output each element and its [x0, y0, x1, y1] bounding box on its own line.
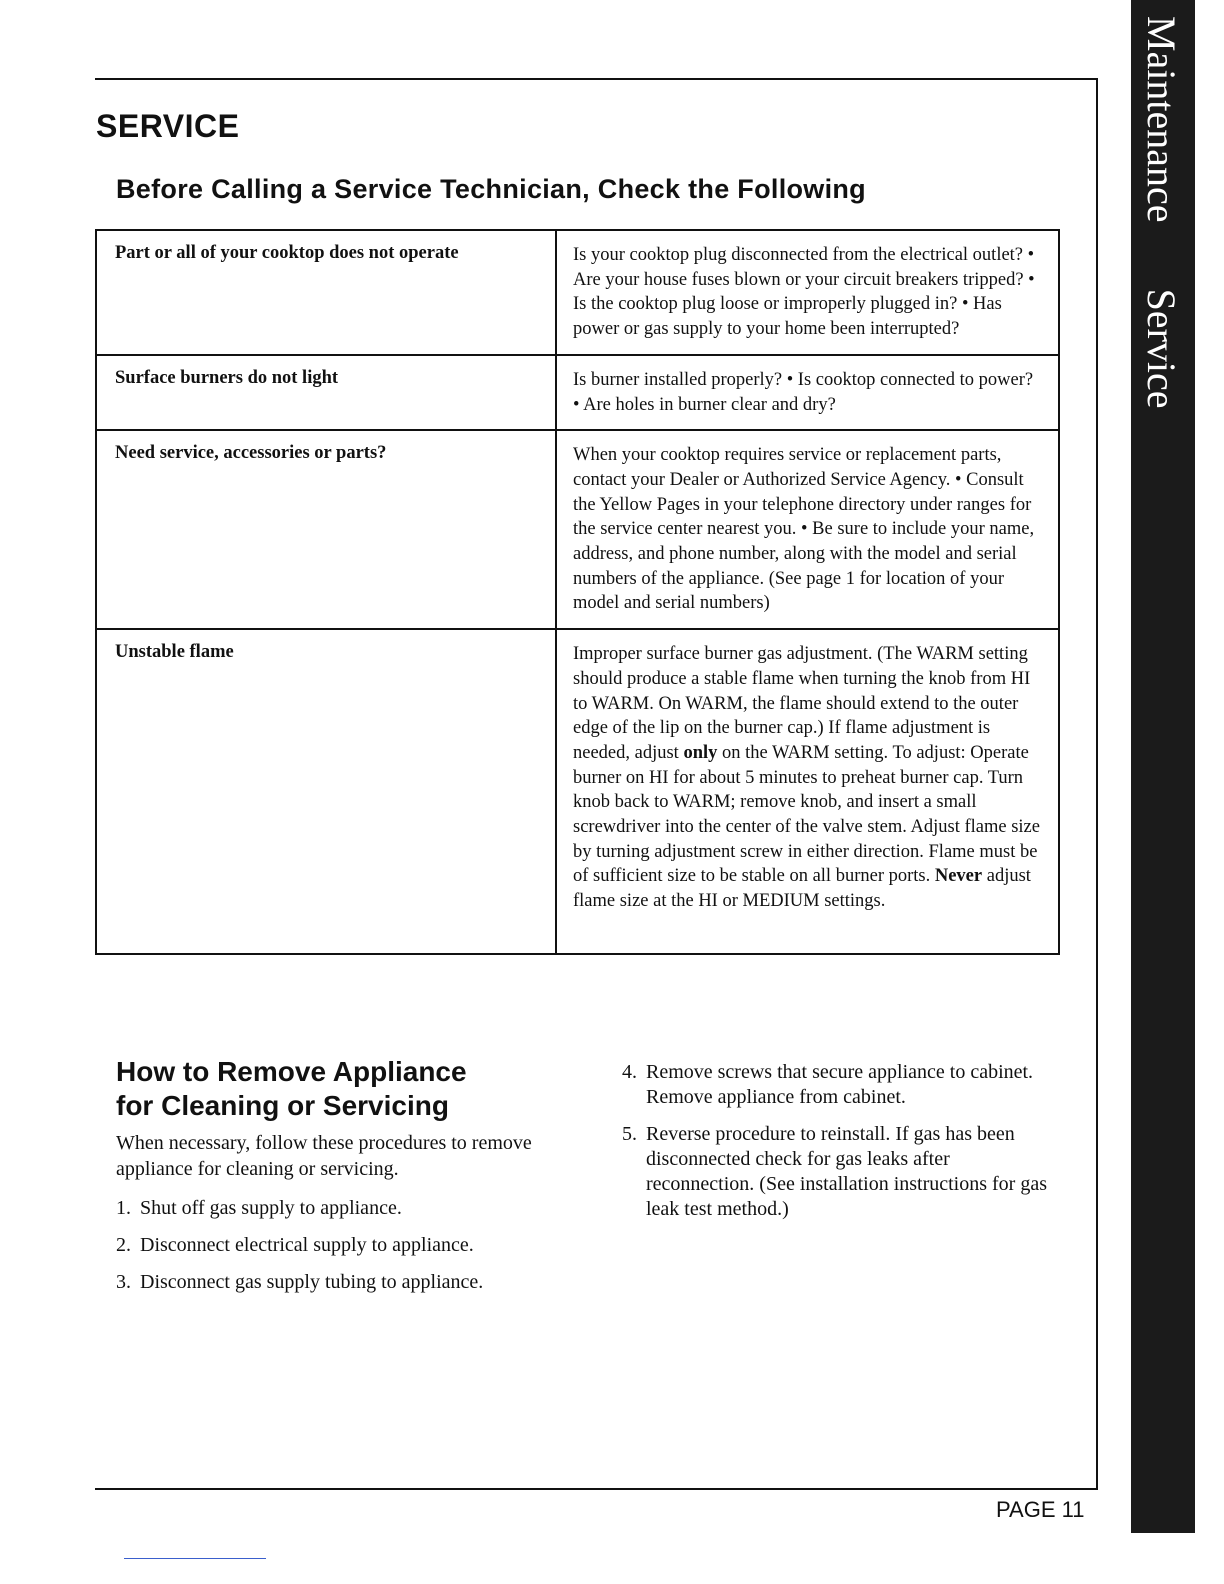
- list-item: [116, 1233, 556, 1258]
- solution-cell: [556, 629, 1059, 954]
- step-number: 1.: [116, 1197, 131, 1219]
- step-text: Disconnect gas supply tubing to appliance.: [140, 1271, 484, 1293]
- step-text: Shut off gas supply to appliance.: [140, 1197, 402, 1219]
- step-text: Reverse procedure to reinstall. If gas has been disconnected check for gas leaks after reconnection. (See installation instructions for gas leak test method.): [646, 1123, 1048, 1220]
- step-number: 4.: [622, 1061, 637, 1083]
- solution-cell: Is burner installed properly? • Is cooktop connected to power? • Are holes in burner clear and dry?: [556, 355, 1059, 430]
- list-item: [116, 1196, 556, 1221]
- page-number: PAGE 11: [996, 1497, 1085, 1522]
- step-text: Disconnect electrical supply to appliance.: [140, 1234, 474, 1256]
- step-number: 3.: [116, 1271, 131, 1293]
- section-side-tab: [1131, 0, 1195, 1533]
- side-tab-maintenance: Maintenance: [1139, 16, 1184, 223]
- heading-line: How to Remove Appliance: [116, 1056, 467, 1087]
- table-row: [96, 230, 1059, 355]
- remove-appliance-heading: [116, 1055, 467, 1123]
- step-number: 2.: [116, 1234, 131, 1256]
- solution-text: on the WARM setting. To adjust: Operate burner on HI for about 5 minutes to preheat burner cap. Turn knob back to WARM; remove knob, and insert a small screwdriver into the center of the valve stem. Adjust flame size by turning adjustment screw in either direction. Flame must be of sufficient size to be stable on all burner ports.: [573, 742, 1040, 887]
- underline-mark: [124, 1558, 266, 1559]
- emphasis-never: Never: [934, 866, 983, 887]
- list-item: [622, 1060, 1062, 1110]
- troubleshooting-table: [95, 229, 1060, 955]
- bottom-rule: [95, 1488, 1098, 1490]
- problem-cell: Unstable flame: [96, 629, 556, 954]
- problem-cell: Surface burners do not light: [96, 355, 556, 430]
- right-rule: [1096, 78, 1098, 1490]
- section-subtitle: Before Calling a Service Technician, Check the Following: [116, 174, 866, 204]
- remove-intro: When necessary, follow these procedures to remove appliance for cleaning or servicing.: [116, 1132, 532, 1180]
- problem-cell: Need service, accessories or parts?: [96, 430, 556, 629]
- step-number: 5.: [622, 1123, 637, 1145]
- heading-line: for Cleaning or Servicing: [116, 1090, 449, 1121]
- table-row: [96, 629, 1059, 954]
- solution-cell: When your cooktop requires service or replacement parts, contact your Dealer or Authorized Service Agency. • Consult the Yellow Pages in your telephone directory under ranges for the service center nearest you. • Be sure to include your name, address, and phone number, along with the model and serial numbers of the appliance. (See page 1 for location of your model and serial numbers): [556, 430, 1059, 629]
- side-tab-labels: [1138, 16, 1185, 475]
- list-item: [116, 1270, 556, 1295]
- emphasis-only: only: [683, 742, 718, 763]
- top-rule: [95, 78, 1098, 80]
- table-row: [96, 430, 1059, 629]
- solution-text: Improper surface burner gas adjustment. (The WARM setting should produce a stable flame when turning the knob from HI to WARM. On WARM, the flame should extend to the outer edge of the lip on the burner cap.) If flame adjustment is needed, adjust: [573, 644, 1031, 763]
- list-item: [622, 1122, 1062, 1222]
- side-tab-service: Service: [1139, 288, 1184, 409]
- page-title: SERVICE: [96, 108, 240, 144]
- problem-cell: Part or all of your cooktop does not operate: [96, 230, 556, 355]
- steps-list-left: [116, 1196, 556, 1307]
- solution-cell: Is your cooktop plug disconnected from the electrical outlet? • Are your house fuses blown or your circuit breakers tripped? • Is the cooktop plug loose or improperly plugged in? • Has power or gas supply to your home been interrupted?: [556, 230, 1059, 355]
- steps-list-right: [622, 1060, 1062, 1234]
- step-text: Remove screws that secure appliance to cabinet. Remove appliance from cabinet.: [646, 1061, 1034, 1108]
- solution-text: adjust flame size at the HI or MEDIUM settings.: [573, 866, 1031, 912]
- table-row: [96, 355, 1059, 430]
